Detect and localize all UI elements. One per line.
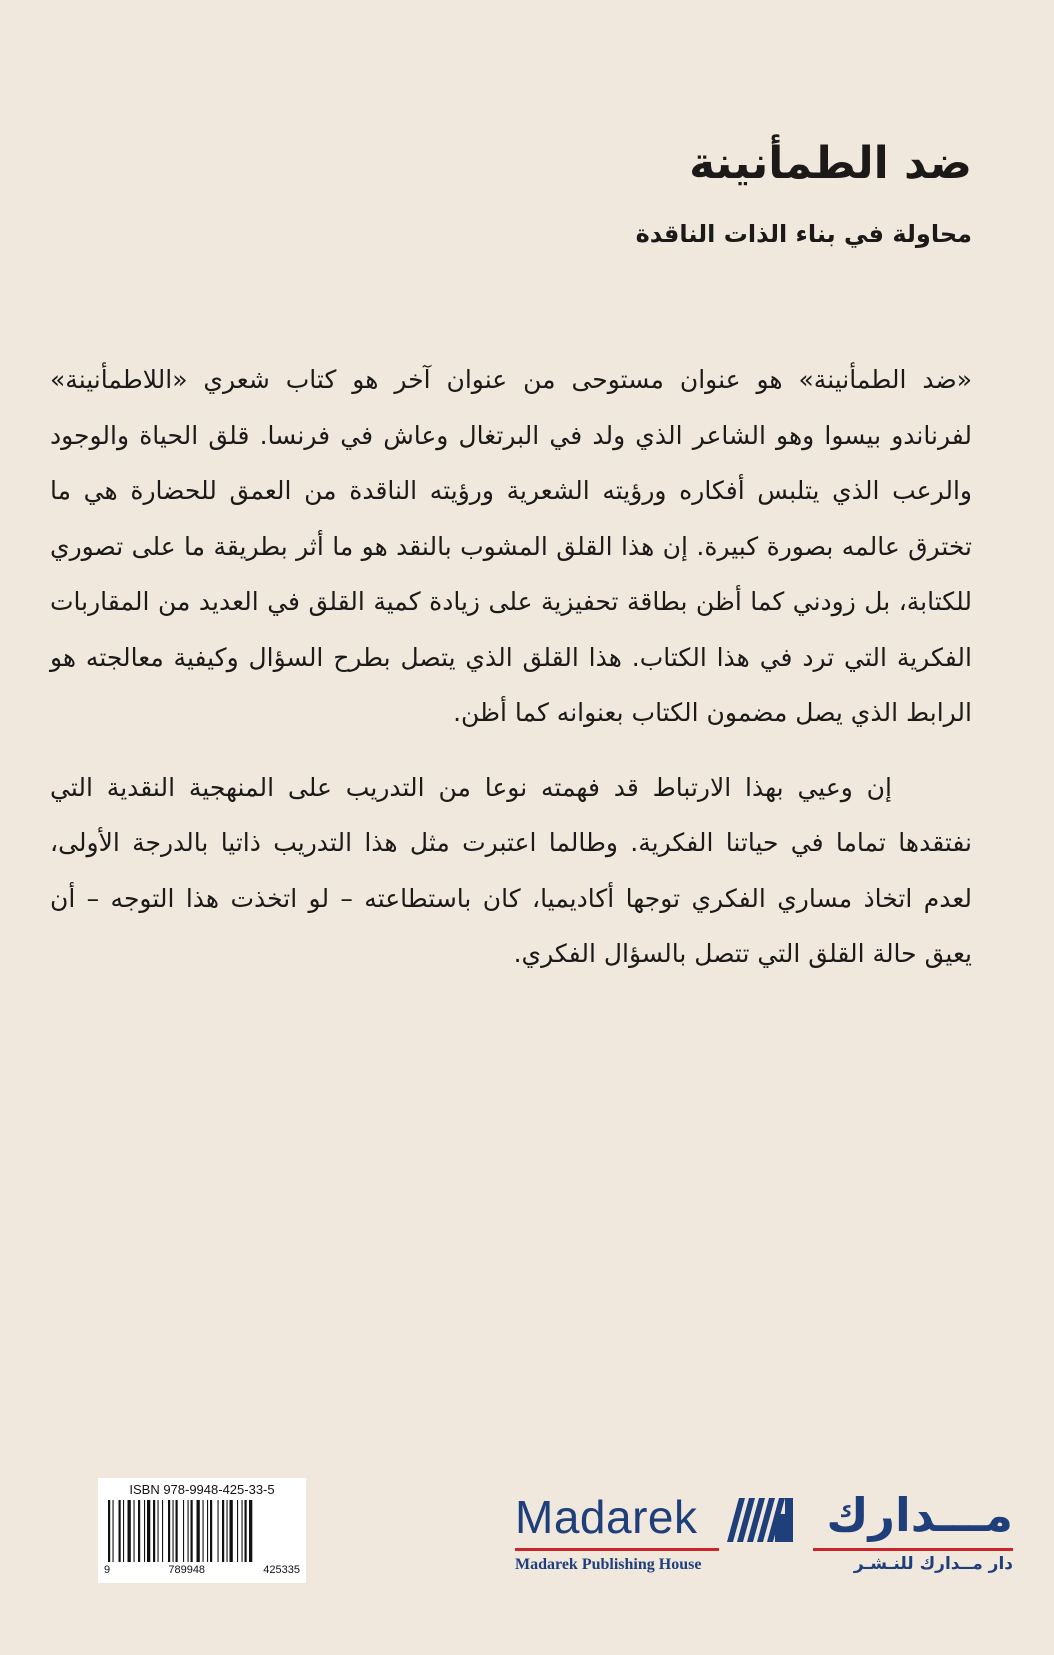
isbn-barcode <box>98 1478 306 1583</box>
barcode-digit-group-1: 789948 <box>168 1564 206 1576</box>
madarek-logo-mark-icon <box>725 1494 801 1544</box>
publisher-logo <box>515 1490 1035 1580</box>
blurb-paragraph-2: إن وعيي بهذا الارتباط قد فهمته نوعا من التدريب على المنهجية النقدية التي نفتقدها تماما في حياتنا الفكرية. وطالما اعتبرت مثل هذا التدريب ذاتيا بالدرجة الأولى، لعدم اتخاذ مساري الفكري توجها أكاديميا، كان باستطاعته – لو اتخذت هذا التوجه – أن يعيق حالة القلق التي تتصل بالسؤال الفكري. <box>50 772 972 968</box>
book-subtitle: محاولة في بناء الذات الناقدة <box>635 220 972 248</box>
barcode-digit-group-2: 425335 <box>263 1564 300 1576</box>
isbn-label: ISBN 978-9948-425-33-5 <box>129 1482 275 1497</box>
publisher-subline-latin: Madarek Publishing House <box>515 1556 702 1573</box>
publisher-name-latin: Madarek <box>515 1491 698 1543</box>
publisher-rule-arabic <box>813 1548 1013 1551</box>
publisher-name-arabic: مـــدارك <box>826 1488 1013 1542</box>
publisher-rule-latin <box>515 1548 719 1551</box>
barcode-bars-icon <box>106 1500 298 1562</box>
barcode-digit-first: 9 <box>104 1564 111 1576</box>
blurb-paragraph-1: «ضد الطمأنينة» هو عنوان مستوحى من عنوان آخر هو كتاب شعري «اللاطمأنينة» لفرناندو بيسوا وهو الشاعر الذي ولد في البرتغال وعاش في فرنسا. قلق الحياة والوجود والرعب الذي يتلبس أفكاره ورؤيته الشعرية ورؤيته الناقدة من العمق للحضارة هي ما تخترق عالمه بصورة كبيرة. إن هذا القلق المشوب بالنقد هو ما أثر بطريقة ما على تصوري للكتابة، بل زودني كما أظن بطاقة تحفيزية على زيادة كمية القلق في العديد من المقاربات الفكرية التي ترد في هذا الكتاب. هذا القلق الذي يتصل بطرح السؤال وكيفية معالجته هو الرابط الذي يصل مضمون الكتاب بعنوانه كما أظن. <box>50 365 972 727</box>
book-title: ضد الطمأنينة <box>689 138 972 189</box>
publisher-subline-arabic: دار مــدارك للنـشـر <box>853 1554 1013 1574</box>
blurb <box>50 352 972 982</box>
barcode-digits <box>104 1564 300 1576</box>
